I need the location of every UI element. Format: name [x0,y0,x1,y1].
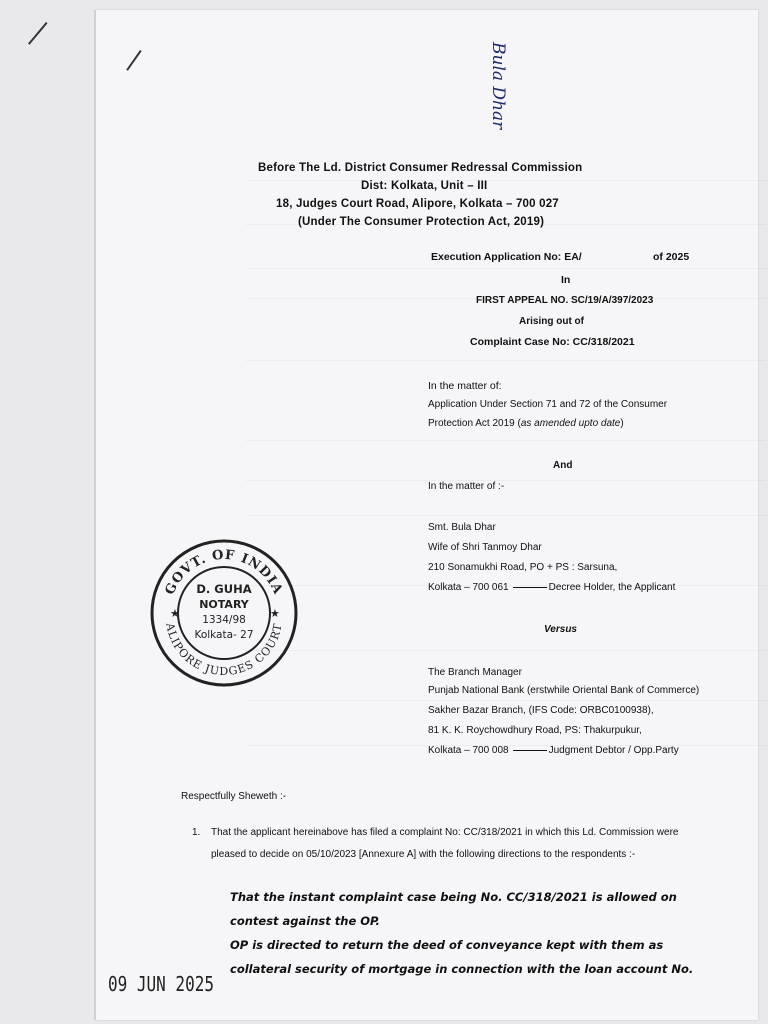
notary-place: Kolkata- 27 [194,629,254,641]
matter-line-1: Application Under Section 71 and 72 of the Consumer [428,399,668,410]
respectfully-sheweth: Respectfully Sheweth :- [181,791,287,802]
order-quote-3: OP is directed to return the deed of conveyance kept with them as [230,938,664,952]
respondent-bank: Punjab National Bank (erstwhile Oriental Bank of Commerce) [428,685,700,696]
respondent-title: The Branch Manager [428,667,522,678]
first-appeal-no: FIRST APPEAL NO. SC/19/A/397/2023 [476,295,654,306]
point-number: 1. [192,827,201,838]
versus-label: Versus [544,624,577,635]
applicant-address-1: 210 Sonamukhi Road, PO + PS : Sarsuna, [428,562,618,573]
date-stamp: 09 JUN 2025 [108,972,214,996]
complaint-case-no: Complaint Case No: CC/318/2021 [470,336,635,348]
matter-line-2: Protection Act 2019 (as amended upto date) [428,418,624,429]
pen-mark [126,50,141,71]
applicant-relation: Wife of Shri Tanmoy Dhar [428,542,542,553]
respondent-address-2: Kolkata – 700 008 Judgment Debtor / Opp.Party [428,745,679,756]
district: Dist: Kolkata, Unit – III [361,180,488,192]
applicant-address-2: Kolkata – 700 061 Decree Holder, the Applicant [428,582,676,593]
act-reference: (Under The Consumer Protection Act, 2019) [298,216,545,228]
star-icon: ★ [170,608,180,620]
order-quote-1: That the instant complaint case being No. CC/318/2021 is allowed on [230,890,677,904]
point-text-1: That the applicant hereinabove has filed a complaint No: CC/318/2021 in which this Ld. Commission were [211,827,679,838]
court-address: 18, Judges Court Road, Alipore, Kolkata – 700 027 [276,198,559,210]
arising-label: Arising out of [519,316,584,327]
star-icon: ★ [270,608,280,620]
execution-year: of 2025 [653,251,690,263]
matter-heading-2: In the matter of :- [428,481,505,492]
execution-application-no: Execution Application No: EA/ [431,251,582,263]
in-label: In [561,274,571,286]
notary-reg: 1334/98 [202,614,246,626]
matter-heading: In the matter of: [428,380,502,392]
respondent-address-1: 81 K. K. Roychowdhury Road, PS: Thakurpukur, [428,725,642,736]
point-text-2: pleased to decide on 05/10/2023 [Annexure A] with the following directions to the respondents :- [211,849,636,860]
and-label: And [553,460,573,471]
order-quote-2: contest against the OP. [230,914,380,928]
dash-rule [513,587,547,588]
court-name: Before The Ld. District Consumer Redressal Commission [258,162,583,174]
respondent-branch: Sakher Bazar Branch, (IFS Code: ORBC0100938), [428,705,654,716]
handwritten-signature: Bula Dhar [488,42,508,130]
order-quote-4: collateral security of mortgage in connection with the loan account No. [230,962,694,976]
applicant-name: Smt. Bula Dhar [428,522,496,533]
seal-bottom-text: ALIPORE JUDGES COURT [163,621,285,679]
notary-name: D. GUHA [196,582,252,596]
document-page [96,10,758,1020]
dash-rule [513,750,547,751]
notary-title: NOTARY [199,598,249,611]
notary-seal [148,537,300,689]
seal-top-text: GOVT. OF INDIA [162,547,286,598]
pen-mark [28,22,48,45]
